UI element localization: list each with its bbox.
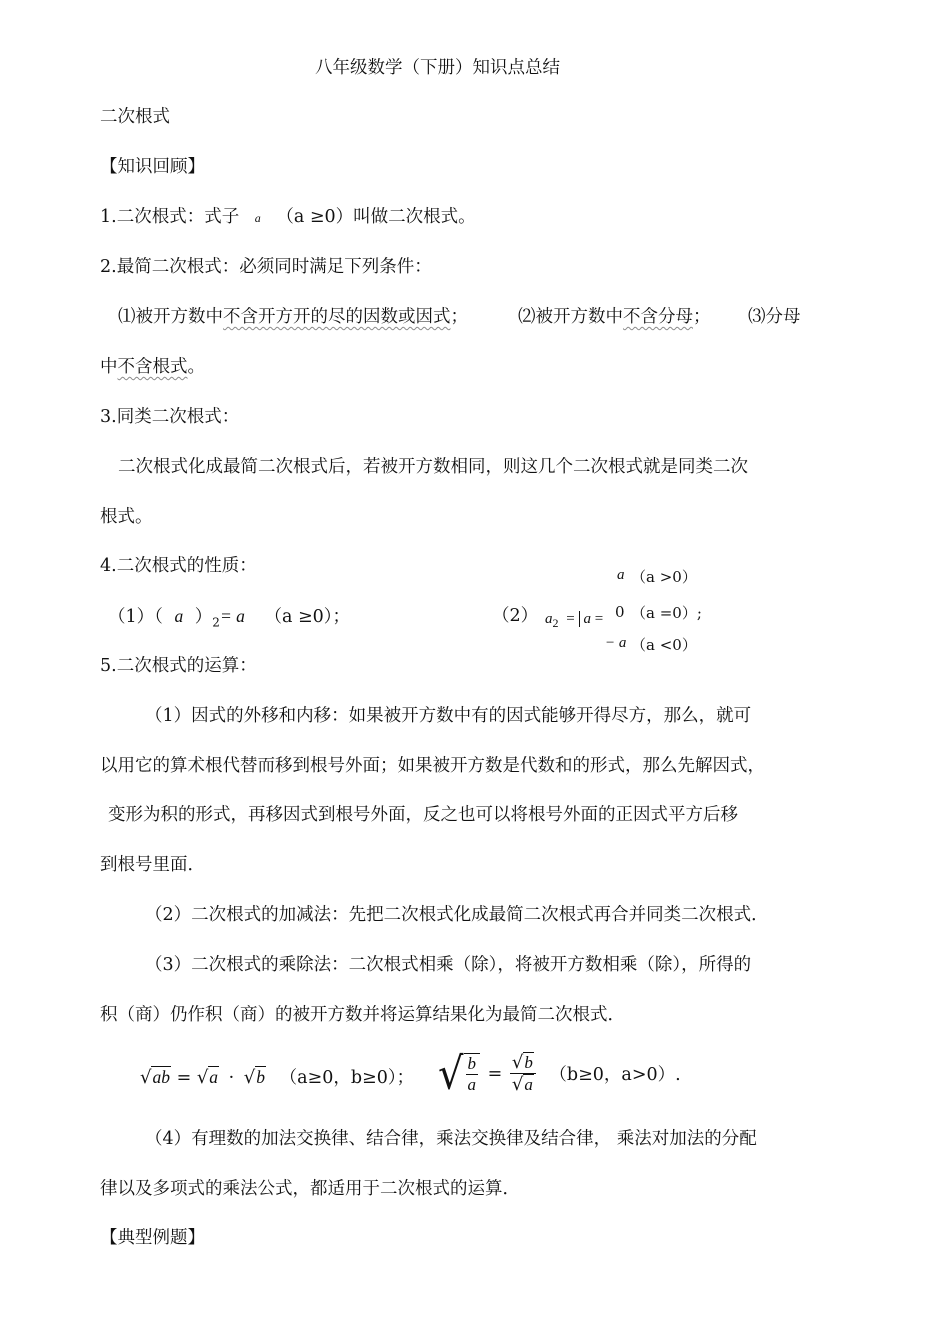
item1-condition: （a ≥0）叫做二次根式。 [276, 207, 476, 227]
case2-value: 0 [615, 603, 625, 621]
item1-line [100, 206, 476, 229]
item4-heading: 4.二次根式的性质： [100, 556, 257, 576]
item2-condition3-cont: 中不含根式。 [100, 357, 205, 377]
product-rule-formula: √ab = √a · √b （a≥0，b≥0）； [140, 1067, 415, 1088]
case3-condition: （a <0） [631, 636, 697, 654]
item1-prefix: 1.二次根式：式子 [100, 207, 240, 227]
condition2-emphasis: 不含分母 [623, 307, 693, 327]
case1-condition: （a >0） [631, 568, 697, 586]
rule1-line2: 以用它的算术根代替而移到根号外面；如果被开方数是代数和的形式，那么先解因式， [100, 756, 765, 776]
item3-heading: 3.同类二次根式： [100, 407, 240, 427]
condition1-emphasis: 不含开方开的尽的因数或因式 [223, 307, 451, 327]
rule1-line1: （1）因式的外移和内移：如果被开方数中有的因式能够开得尽方，那么，就可 [145, 706, 752, 726]
property1-a: a [174, 606, 184, 626]
property2-lhs: $a_2 = a$ = [545, 611, 604, 630]
sqrt-fraction: √ $\frac{b}{a}$ [438, 1053, 480, 1095]
case1-value: a [617, 567, 625, 583]
item2-condition3: ⑶分母 [748, 307, 801, 327]
rule4-line1: （4）有理数的加法交换律、结合律，乘法交换律及结合律， 乘法对加法的分配 [145, 1129, 757, 1149]
property1-exponent: 2 [212, 615, 220, 630]
fraction-of-roots: $\frac{√b}{√a}$ [510, 1052, 536, 1095]
rule3-line2: 积（商）仍作积（商）的被开方数并将运算结果化为最简二次根式． [100, 1005, 625, 1025]
property1: （1）（ a ）$_2= a$ （a ≥0）； [108, 606, 350, 630]
item3-line1: 二次根式化成最简二次根式后，若被开方数相同，则这几个二次根式就是同类二次 [118, 457, 748, 477]
rule4-line2: 律以及多项式的乘法公式，都适用于二次根式的运算． [100, 1179, 520, 1199]
section-heading: 二次根式 [100, 107, 170, 127]
case2-condition: （a =0）; [631, 604, 702, 622]
condition3-emphasis: 不含根式 [117, 357, 188, 377]
item3-line2: 根式。 [100, 507, 153, 527]
rule1-line3: 变形为积的形式，再移因式到根号外面，反之也可以将根号外面的正因式平方后移 [108, 805, 738, 825]
property2-label: （2） [492, 606, 539, 626]
item1-radicand: a [254, 211, 261, 225]
rule2: （2）二次根式的加减法：先把二次根式化成最简二次根式再合并同类二次根式． [145, 905, 769, 925]
sqrt-a: √a [196, 1067, 219, 1088]
item2-heading: 2.最简二次根式：必须同时满足下列条件： [100, 257, 432, 277]
case3-value: − a [605, 635, 627, 651]
item2-condition1: ⑴被开方数中不含开方开的尽的因数或因式； [118, 307, 468, 327]
item2-condition2: ⑵被开方数中不含分母； [518, 307, 711, 327]
page-title: 八年级数学（下册）知识点总结 [315, 58, 560, 78]
rule1-line4: 到根号里面． [100, 855, 205, 875]
review-heading: 【知识回顾】 [100, 157, 205, 177]
rule3-line1: （3）二次根式的乘除法：二次根式相乘（除），将被开方数相乘（除），所得的 [145, 955, 752, 975]
absolute-value-bar: a [579, 611, 591, 627]
sqrt-ab: √ab [140, 1067, 170, 1088]
item5-heading: 5.二次根式的运算： [100, 656, 257, 676]
example-heading: 【典型例题】 [100, 1228, 205, 1248]
quotient-rule-formula: √ $\frac{b}{a}$ = $\frac{√b}{√a}$ （b≥0，a>0）. [438, 1048, 681, 1099]
sqrt-b: √b [243, 1067, 266, 1088]
